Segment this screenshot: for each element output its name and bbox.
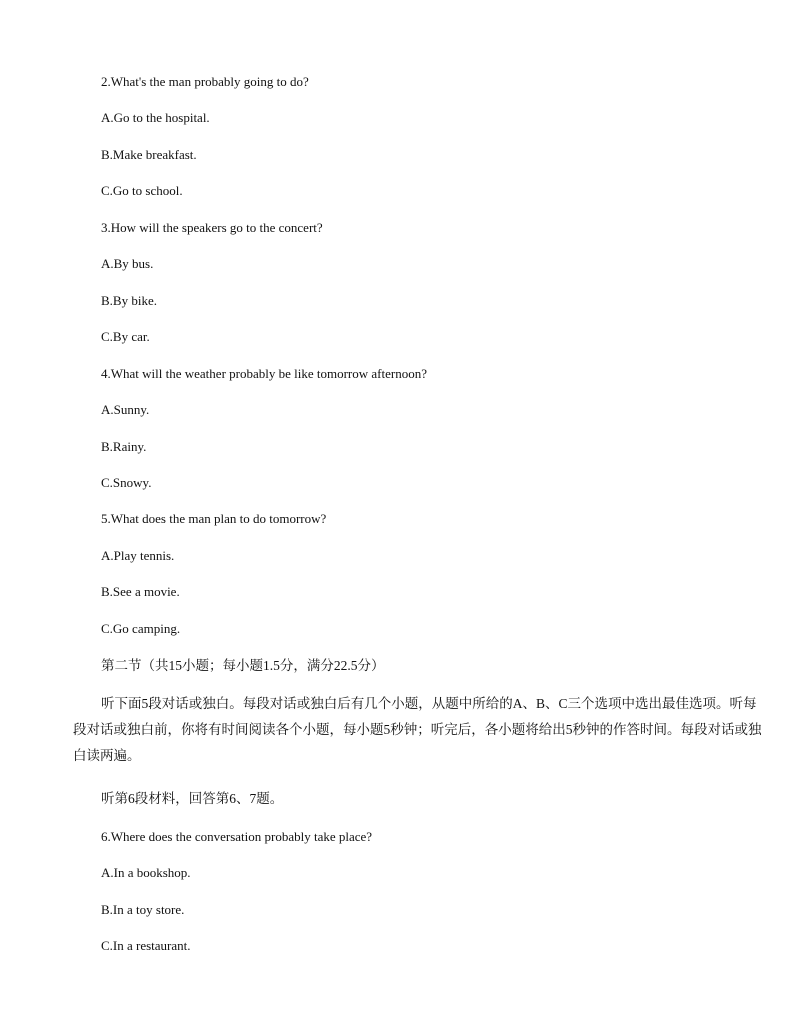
question-6: 6.Where does the conversation probably take place? <box>101 829 373 844</box>
question-3-option-b: B.By bike. <box>101 293 157 308</box>
question-2-option-a: A.Go to the hospital. <box>101 110 210 125</box>
question-4-option-a: A.Sunny. <box>101 402 150 417</box>
question-6-option-c: C.In a restaurant. <box>101 938 191 953</box>
question-6-option-a: A.In a bookshop. <box>101 865 191 880</box>
question-6-option-b: B.In a toy store. <box>101 902 185 917</box>
question-2-option-c: C.Go to school. <box>101 183 183 198</box>
question-3-option-c: C.By car. <box>101 329 150 344</box>
material-6-note: 听第6段材料，回答第6、7题。 <box>101 791 284 806</box>
question-5-option-a: A.Play tennis. <box>101 548 175 563</box>
question-2: 2.What's the man probably going to do? <box>101 74 309 89</box>
question-3-option-a: A.By bus. <box>101 256 154 271</box>
section-2-instructions: 听下面5段对话或独白。每段对话或独白后有几个小题，从题中所给的A、B、C三个选项中选出最佳选项。听每段对话或独白前，你将有时间阅读各个小题，每小题5秒钟；听完后，各小题将给出5秒钟的作答时间。每段对话或独白读两遍。 <box>73 696 762 763</box>
question-5-option-c: C.Go camping. <box>101 621 181 636</box>
question-3: 3.How will the speakers go to the concert? <box>101 220 323 235</box>
question-5: 5.What does the man plan to do tomorrow? <box>101 511 327 526</box>
question-5-option-b: B.See a movie. <box>101 584 180 599</box>
section-2-title: 第二节（共15小题；每小题1.5分，满分22.5分） <box>101 658 385 673</box>
question-2-option-b: B.Make breakfast. <box>101 147 197 162</box>
question-4: 4.What will the weather probably be like tomorrow afternoon? <box>101 366 427 381</box>
question-4-option-b: B.Rainy. <box>101 439 147 454</box>
question-4-option-c: C.Snowy. <box>101 475 152 490</box>
